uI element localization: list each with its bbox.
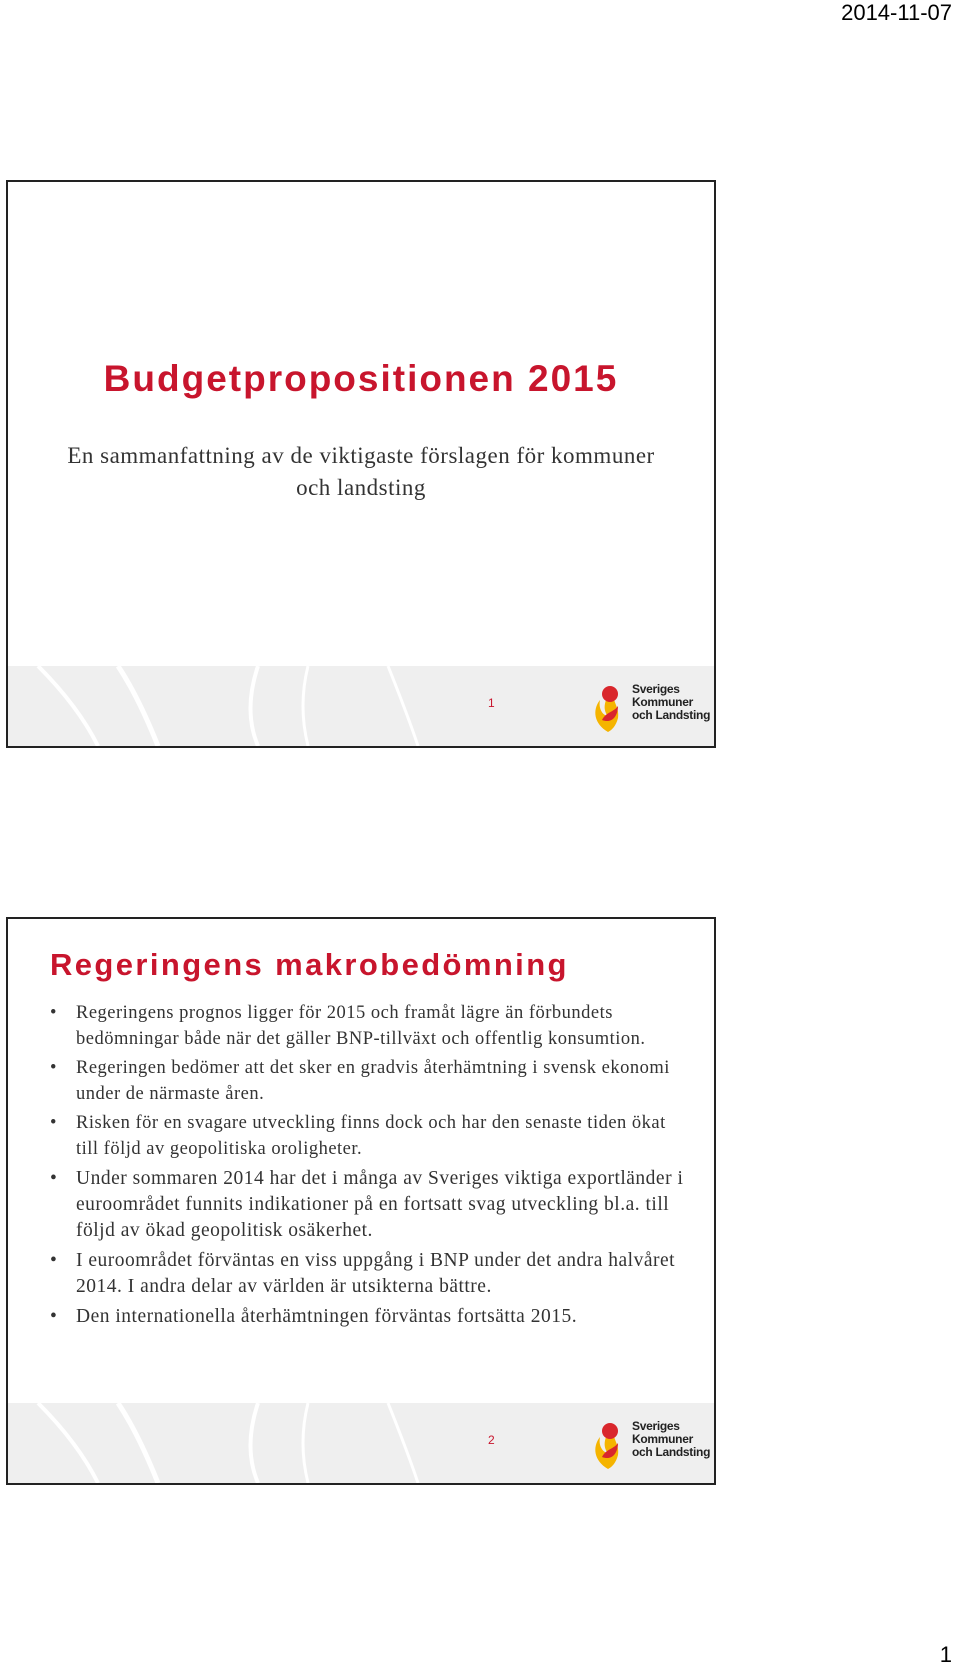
bullet-item xyxy=(50,1111,690,1162)
bullet-item xyxy=(50,1304,690,1330)
bullet-text: Regeringen bedömer att det sker en gradvis återhämtning i svensk ekonomi under de närmaste åren. xyxy=(76,1058,670,1104)
slide-1-number: 1 xyxy=(488,696,495,710)
bullet-dot-icon: • xyxy=(50,1168,58,1189)
bullet-dot-icon: • xyxy=(50,1113,57,1133)
bullet-item xyxy=(50,1001,690,1052)
slide-1-title: Budgetpropositionen 2015 xyxy=(103,358,619,399)
slide-1 xyxy=(6,180,716,748)
bullet-dot-icon: • xyxy=(50,1003,57,1023)
page-number: 1 xyxy=(939,1642,952,1667)
bullet-dot-icon: • xyxy=(50,1250,58,1271)
slide-2-bullet-list xyxy=(50,1001,690,1334)
logo-line-2: Kommuner xyxy=(632,1432,693,1446)
slide-2 xyxy=(6,917,716,1485)
skl-logo xyxy=(588,680,712,734)
bullet-dot-icon: • xyxy=(50,1306,58,1327)
logo-line-3: och Landsting xyxy=(632,708,711,722)
skl-flame-icon xyxy=(588,1417,628,1471)
bullet-text: I euroområdet förväntas en viss uppgång i BNP under det andra halvåret 2014. I andra delar av världen är utsikterna bättre. xyxy=(76,1250,676,1297)
logo-line-1: Sveriges xyxy=(632,682,680,696)
bullet-item xyxy=(50,1056,690,1107)
page-date: 2014-11-07 xyxy=(841,0,952,25)
bullet-text: Risken för en svagare utveckling finns dock och har den senaste tiden ökat till följd av geopolitiska oroligheter. xyxy=(76,1113,666,1159)
skl-flame-icon xyxy=(588,680,628,734)
slide-2-title: Regeringens makrobedömning xyxy=(50,947,569,982)
bullet-text: Den internationella återhämtningen förväntas fortsätta 2015. xyxy=(76,1306,578,1327)
bullet-item xyxy=(50,1248,690,1300)
slide-1-subtitle: En sammanfattning av de viktigaste förslagen för kommuner och landsting xyxy=(67,443,655,500)
bullet-text: Under sommaren 2014 har det i många av Sveriges viktiga exportländer i euroområdet funnits indikationer på en fortsatt svag utveckling bl.a. till följd av ökad geopolitisk osäkerhet. xyxy=(76,1168,684,1241)
slide-2-number: 2 xyxy=(488,1433,495,1447)
skl-logo xyxy=(588,1417,712,1471)
logo-line-1: Sveriges xyxy=(632,1419,680,1433)
logo-line-2: Kommuner xyxy=(632,695,693,709)
logo-line-3: och Landsting xyxy=(632,1445,711,1459)
bullet-item xyxy=(50,1166,690,1244)
bullet-text: Regeringens prognos ligger för 2015 och framåt lägre än förbundets bedömningar både när det gäller BNP-tillväxt och offentlig konsumtion. xyxy=(76,1003,646,1049)
slide-1-footer xyxy=(8,666,714,746)
slide-2-footer xyxy=(8,1403,714,1483)
bullet-dot-icon: • xyxy=(50,1058,57,1078)
